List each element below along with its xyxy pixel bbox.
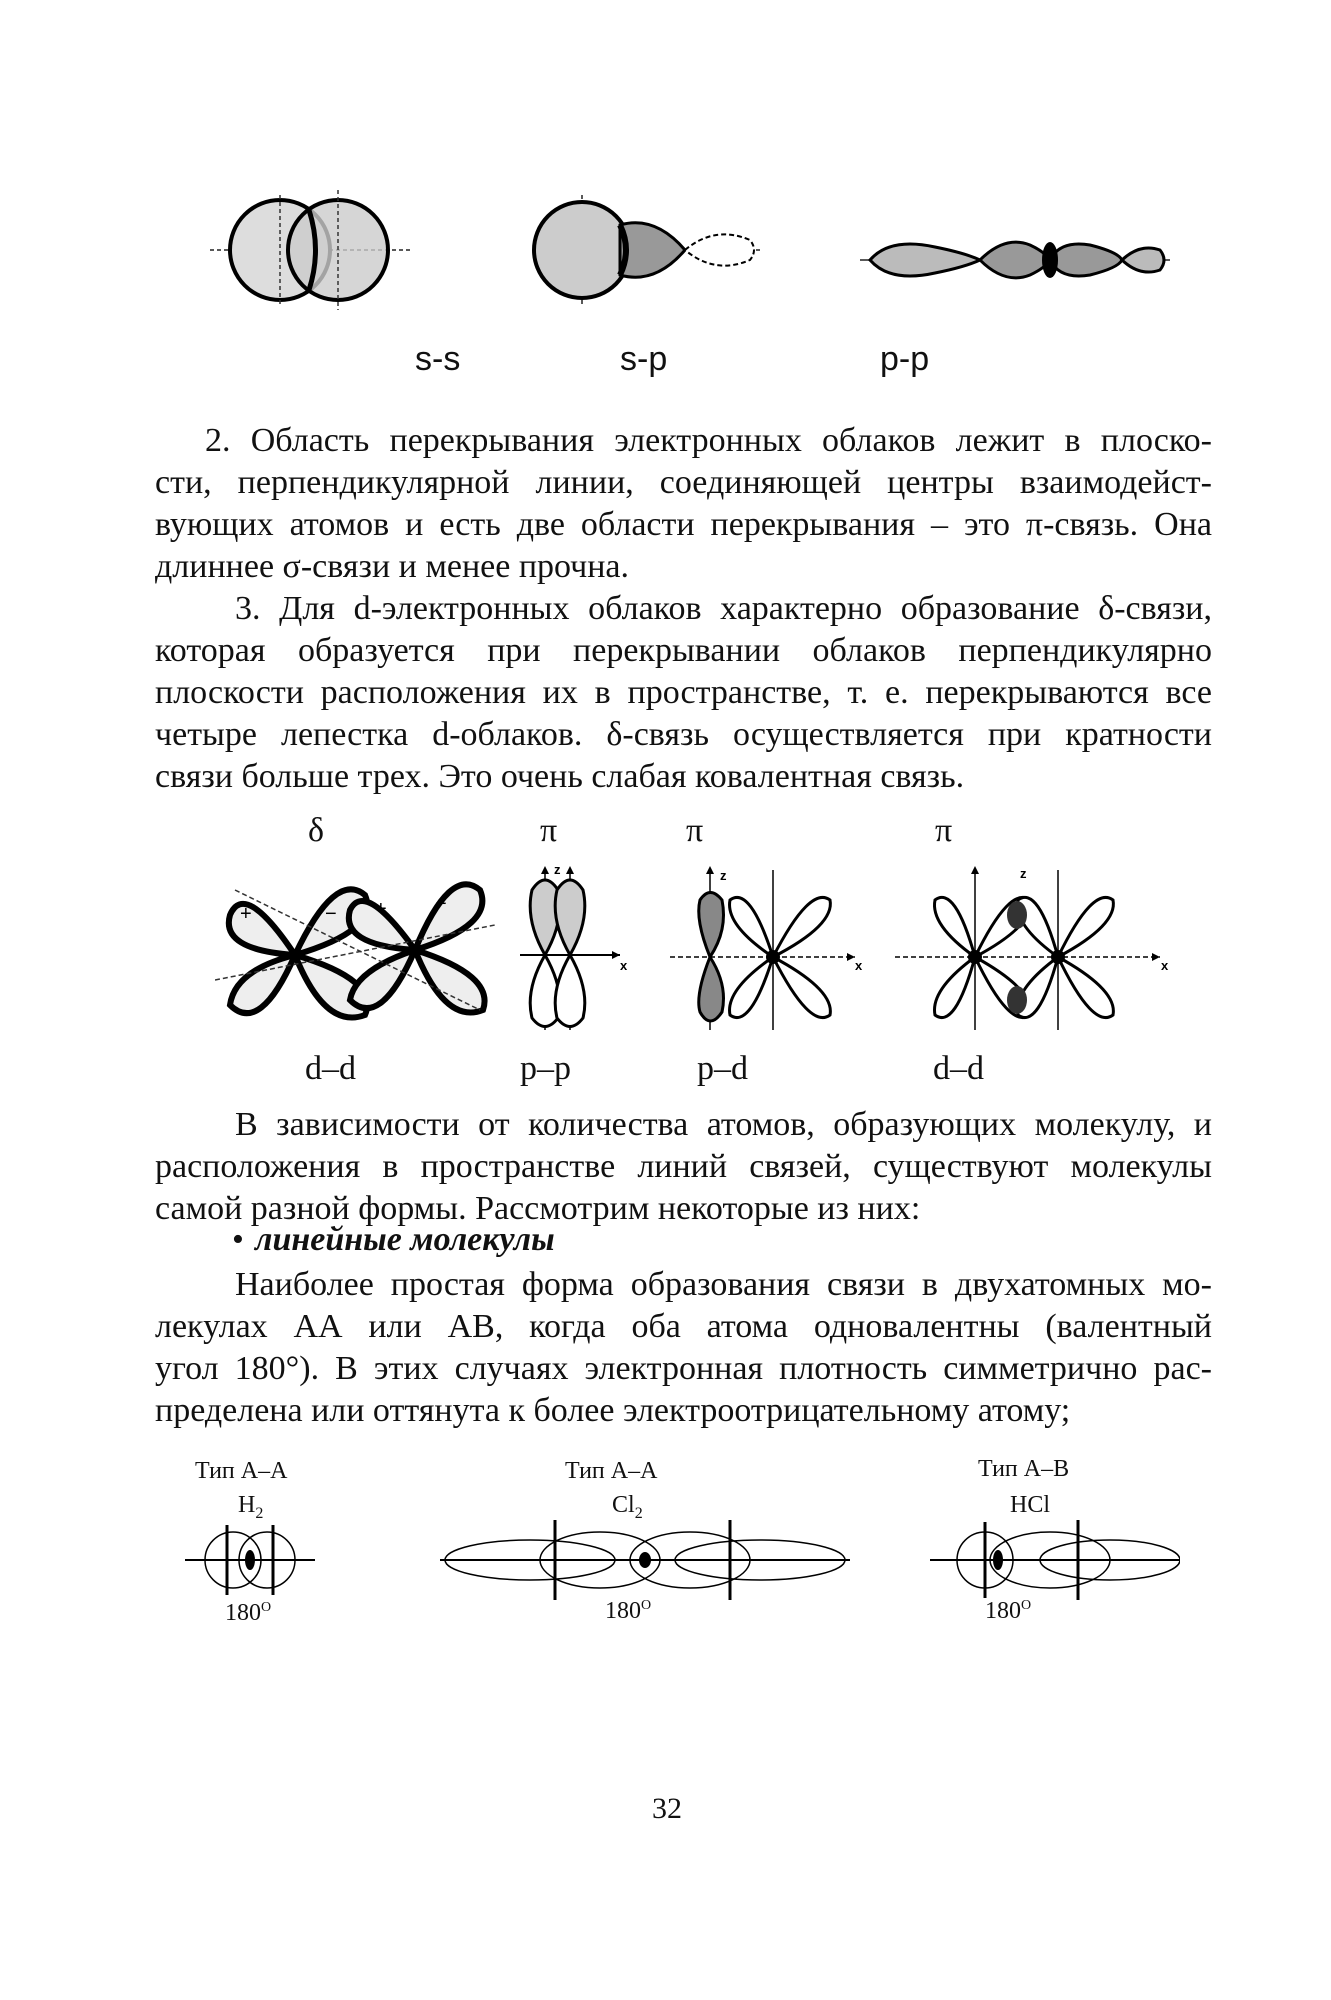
bond-type-pi-3: π <box>935 812 953 849</box>
text-line: которая образуется при перекрывании облаков перпендикулярно <box>155 632 1212 669</box>
molecule-subscript: 2 <box>255 1504 264 1522</box>
svg-text:+: + <box>240 903 252 925</box>
cl2-molecule-figure <box>440 1520 850 1600</box>
bullet-marker: • <box>232 1221 244 1258</box>
pp-orbital-figure <box>860 225 1170 295</box>
svg-text:−: − <box>435 893 447 915</box>
pd-pi-orbital-figure <box>670 860 870 1035</box>
pp-pi-orbital-figure <box>510 860 630 1035</box>
text-line: лекулах АА или АВ, когда оба атома одновалентны (валентный <box>155 1308 1212 1345</box>
middle-label-dd-pi: d–d <box>933 1050 984 1087</box>
angle-value: 180 <box>985 1598 1021 1624</box>
text-line: 2. Область перекрывания электронных облаков лежит в плоско- <box>205 422 1212 459</box>
text-line: угол 180°). В этих случаях электронная плотность симметрично рас- <box>155 1350 1212 1387</box>
ss-orbital-figure <box>210 185 430 315</box>
text-line: связи больше трех. Это очень слабая ковалентная связь. <box>155 758 965 795</box>
text-line: сти, перпендикулярной линии, соединяющей центры взаимодейст- <box>155 464 1212 501</box>
paragraph-3 <box>155 588 1212 798</box>
axis-z-label: z <box>720 868 727 883</box>
bond-type-pi-2: π <box>686 812 704 849</box>
angle-label-h2 <box>225 1600 271 1627</box>
page-number: 32 <box>652 1792 682 1825</box>
type-label-cl2: Тип А–А <box>565 1458 658 1484</box>
angle-label-cl2 <box>605 1598 651 1625</box>
molecule-symbol: Cl <box>612 1492 635 1518</box>
svg-text:+: + <box>375 898 387 920</box>
degree-sign: O <box>641 1598 652 1613</box>
text-line: пределена или оттянута к более электроотрицательному атому; <box>155 1392 1071 1429</box>
text-line: плоскости расположения их в пространстве, т. е. перекрываются все <box>155 674 1212 711</box>
text-line: длиннее σ-связи и менее прочна. <box>155 548 630 585</box>
text-line: самой разной формы. Рассмотрим некоторые из них: <box>155 1190 921 1227</box>
molecule-label-h2 <box>238 1492 263 1523</box>
angle-label-hcl <box>985 1598 1031 1625</box>
axis-z-label: z <box>554 862 561 877</box>
axis-x-label: x <box>1161 958 1169 973</box>
bond-type-delta: δ <box>308 812 325 849</box>
paragraph-5 <box>155 1264 1212 1432</box>
middle-label-dd-delta: d–d <box>305 1050 356 1087</box>
dd-delta-orbital-figure <box>215 860 495 1035</box>
axis-x-label: x <box>620 958 628 973</box>
molecule-label-hcl: HCl <box>1010 1492 1051 1518</box>
angle-value: 180 <box>605 1598 641 1624</box>
sp-orbital-figure <box>520 195 770 305</box>
bond-type-pi-1: π <box>540 812 558 849</box>
dd-pi-orbital-figure <box>895 860 1175 1035</box>
molecule-label-cl2 <box>612 1492 643 1523</box>
top-label-ss: s-s <box>415 340 461 378</box>
svg-text:−: − <box>325 903 337 925</box>
text-line: 3. Для d-электронных облаков характерно образование δ-связи, <box>235 590 1212 627</box>
axis-x-label: x <box>855 958 863 973</box>
paragraph-4 <box>155 1104 1212 1230</box>
type-label-h2: Тип А–А <box>195 1458 288 1484</box>
hcl-molecule-figure <box>930 1520 1180 1600</box>
paragraph-2 <box>155 420 1212 588</box>
text-line: В зависимости от количества атомов, образующих молекулу, и <box>235 1106 1212 1143</box>
bullet-text: линейные молекулы <box>255 1221 555 1258</box>
h2-molecule-figure <box>185 1525 315 1595</box>
text-line: расположения в пространстве линий связей, существуют молекулы <box>155 1148 1212 1185</box>
middle-label-pd: p–d <box>697 1050 748 1087</box>
degree-sign: O <box>261 1600 272 1615</box>
text-line: вующих атомов и есть две области перекрывания – это π-связь. Она <box>155 506 1212 543</box>
molecule-symbol: H <box>238 1492 256 1518</box>
type-label-hcl: Тип А–В <box>978 1456 1070 1482</box>
top-label-sp: s-p <box>620 340 668 378</box>
degree-sign: O <box>1021 1598 1032 1613</box>
text-line: четыре лепестка d-облаков. δ-связь осуществляется при кратности <box>155 716 1212 753</box>
angle-value: 180 <box>225 1600 261 1626</box>
middle-label-pp: p–p <box>520 1050 571 1087</box>
text-line: Наиболее простая форма образования связи в двухатомных мо- <box>235 1266 1212 1303</box>
axis-z-label: z <box>1020 866 1027 881</box>
molecule-subscript: 2 <box>634 1504 643 1522</box>
top-label-pp: p-p <box>880 340 930 378</box>
